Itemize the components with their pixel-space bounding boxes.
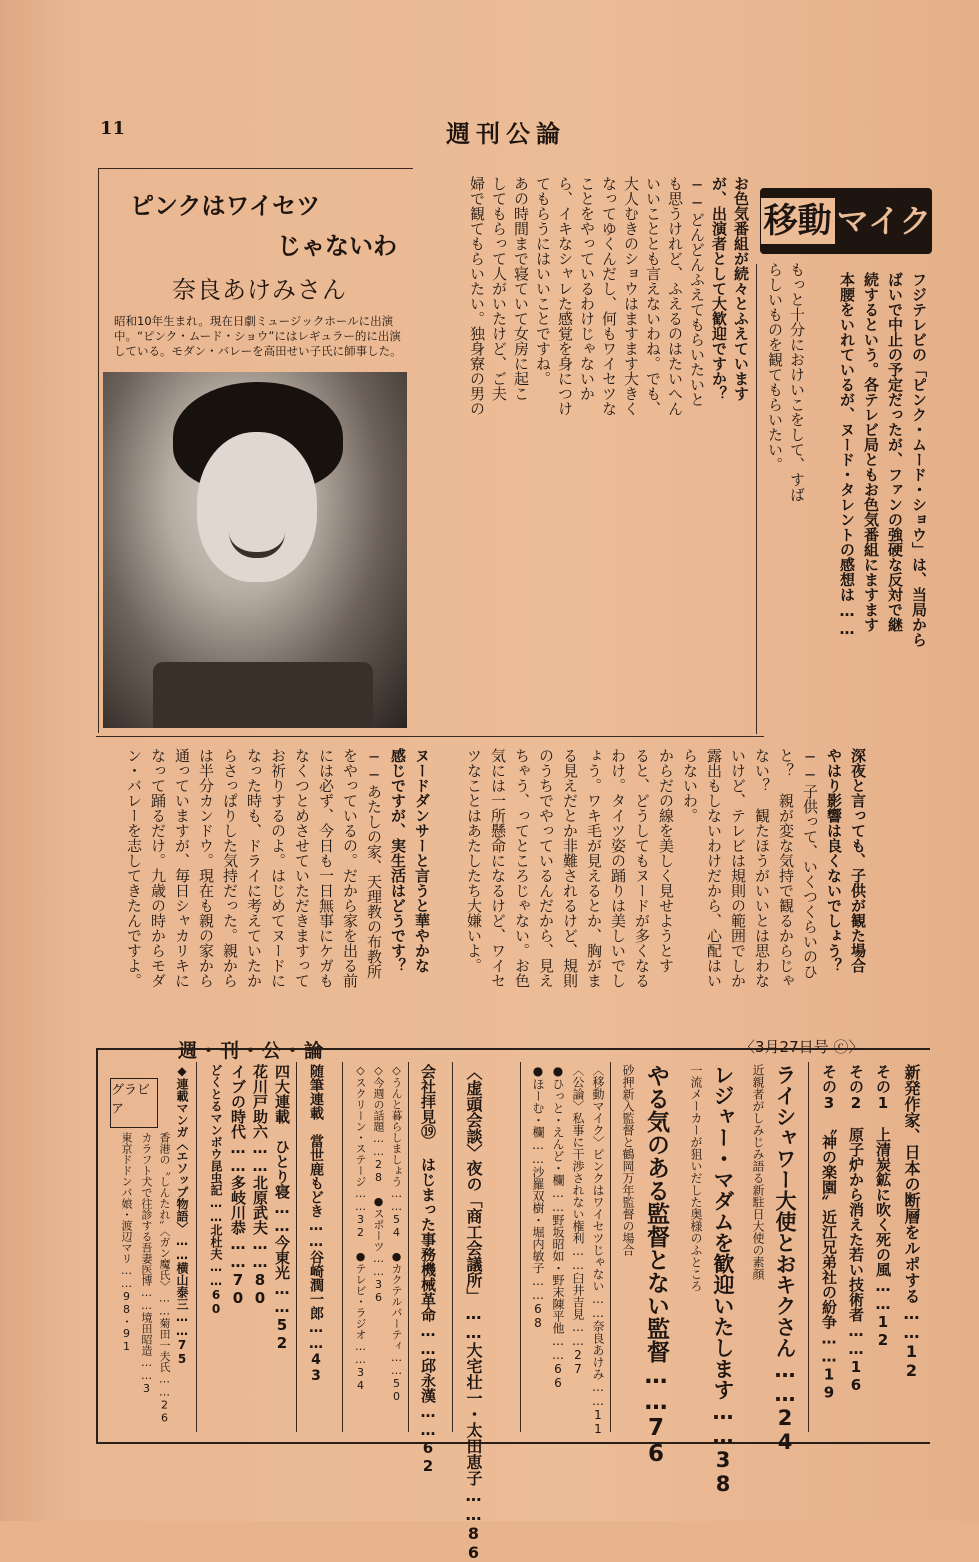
column-divider	[756, 264, 757, 734]
gravure-label: グラビア	[110, 1078, 158, 1128]
feature-title-line2: じゃないわ	[277, 232, 397, 260]
toc-entry[interactable]: 会社拝見⑲ はじまった事務機械革命……邱永漢……62	[419, 1064, 437, 1475]
answer-line: からだの線を美しく見せようとす	[657, 748, 675, 973]
toc-entry[interactable]: 香港の〝しんたれ〟〈ガン魔氏〉……菊田一夫氏……26	[158, 1132, 171, 1425]
toc-entry[interactable]: その2 原子炉から消えた若い技術者……16	[847, 1064, 865, 1394]
question-line: ヌードダンサーと言うと華やかな	[413, 748, 431, 973]
toc-entry[interactable]: 〈虚頭会談〉夜の「商工会議所」……大宅壮一・太田恵子……86	[464, 1064, 483, 1562]
answer-line: る見えだとか非難されるけど、規則	[561, 748, 579, 988]
toc-entry[interactable]: やる気のある監督とない監督……76	[643, 1064, 669, 1467]
toc-entry[interactable]: 四大連載 ひとり寝……今東光……52	[273, 1064, 291, 1352]
answer-line: なってゆくんだし、何もワイセツな	[600, 176, 618, 416]
answer-line: いけど、テレビは規則の範囲でしか	[729, 748, 747, 988]
intro-line: ばいで中止の予定だったが、ファンの強硬な反対で継	[886, 272, 904, 632]
intro-line: 続するという。各テレビ局ともお色気番組にますます	[862, 272, 880, 632]
toc-entry[interactable]: ◆連載マンガ〈エソップ物語〉……横山泰三……75	[175, 1064, 189, 1366]
toc-entry[interactable]: 新発作家、日本の断層をルポする……12	[902, 1064, 921, 1380]
intro-line: フジテレビの「ピンク・ムード・ショウ」は、当局から	[910, 272, 928, 647]
badge-part1: 移動	[761, 198, 835, 244]
toc-separator	[408, 1062, 409, 1432]
toc-separator	[196, 1062, 197, 1432]
answer-line: なくつとめさせていただきますって	[293, 748, 311, 988]
answer-line: わけ。タイツ姿の踊りは美しいでし	[609, 748, 627, 988]
toc-entry[interactable]: イブの時代……多岐川恭……70	[229, 1064, 247, 1307]
toc-entry-subtitle: 近親者がしみじみ語る新駐日大使の素顔	[751, 1064, 765, 1280]
answer-line: なった時も、ドライに考えていたか	[245, 748, 263, 988]
section-rule	[96, 736, 764, 737]
toc-entry[interactable]: ◇今週の話題……28 ●スポーツ……36	[372, 1064, 385, 1304]
toc-entry[interactable]: 花川戸助六……北原武夫……80	[251, 1064, 269, 1307]
toc-separator	[296, 1062, 297, 1432]
toc-entry[interactable]: ◇うんと暮らしましょう……54 ●カクテルパーティ……50	[390, 1064, 403, 1403]
answer-block-1	[764, 262, 808, 732]
toc-issue-date: 〈3月27日号 ⓒ〉	[740, 1038, 864, 1056]
answer-line: ちゃう、ってところじゃない。お色	[513, 748, 531, 988]
answer-line: も思うけれど、ふえるのはたいへん	[666, 176, 684, 416]
toc-entry[interactable]: その3 〝神の楽園〟近江兄弟社の紛争……19	[820, 1064, 838, 1402]
interviewee-bio: 昭和10年生まれ。現在日劇ミュージックホールに出演中。“ピンク・ムード・ショウ”にはレギュラー的に出演している。モダン・バレーを高田せい子氏に師事した。	[114, 314, 402, 358]
answer-line: ことをやっているわけじゃないか	[578, 176, 596, 401]
qa-block-3	[440, 748, 870, 1018]
interviewee-name: 奈良あけみさん	[172, 276, 347, 304]
answer-line: もっと十分におけいこをして、すば	[788, 262, 806, 502]
answer-line: ない？ 観たほうがいいとは思わな	[753, 748, 771, 988]
answer-line: てもらうにはいいことですね。	[534, 176, 552, 386]
toc-entry[interactable]: どくとるマンボウ昆虫記……北杜夫……60	[209, 1064, 223, 1316]
photo-face	[197, 432, 317, 582]
toc-separator	[520, 1062, 521, 1432]
question-line: 深夜と言っても、子供が観た場合	[849, 748, 867, 973]
intro-line: 本腰をいれているが、ヌード・タレントの感想は……	[838, 272, 856, 638]
toc-entry[interactable]: 〈公論〉私事に干渉されない権利……臼井吉見……27	[571, 1064, 585, 1376]
answer-line: と？ 親が変な気持で観るからじゃ	[777, 748, 795, 988]
answer-line: 婦で観てもらいたい。独身寮の男の	[468, 176, 486, 416]
page-number: 11	[100, 118, 126, 139]
answer-line: してもらって人がいたけど、ご夫	[490, 176, 508, 401]
question-line: 感じですが、実生活はどうです？	[389, 748, 407, 973]
qa-block-2	[416, 176, 752, 726]
answer-line: ると、どうしてもヌードが多くなる	[633, 748, 651, 988]
answer-line: をやっているの。だから家を出る前	[341, 748, 359, 988]
toc-separator	[452, 1062, 453, 1432]
answer-line: 気には一所懸命になるけど、ワイセ	[489, 748, 507, 988]
answer-line: ツなことはあたしたち大嫌いよ。	[465, 748, 483, 973]
answer-line: らしいものを観てもらいたい。	[766, 262, 784, 472]
question-line: が、出演者として大歓迎ですか？	[710, 176, 728, 401]
toc-entry[interactable]: ●ひっと・えんど・欄……野坂昭如・野末陳平他……66	[551, 1064, 565, 1390]
intro-block	[835, 272, 931, 732]
photo-dress	[153, 662, 373, 728]
answer-line: お祈りするのよ。はじめてヌードに	[269, 748, 287, 988]
answer-line: のうちでやっているんだから、見え	[537, 748, 555, 988]
toc-entry[interactable]: 東京ドドンパ娘・渡辺マリ……98・91	[120, 1132, 133, 1353]
answer-line: には必ず、今日も一日無事にケガも	[317, 748, 335, 988]
column-badge	[760, 188, 932, 254]
portrait-photo	[103, 372, 407, 728]
answer-line: ょう。ワキ毛が見えるとか、胸がま	[585, 748, 603, 988]
answer-line: 大人むきのショウはますます大きく	[622, 176, 640, 416]
question-line: お色気番組が続々とふえています	[732, 176, 750, 401]
toc-separator	[610, 1062, 611, 1432]
toc-entry-subtitle: 一流メーカーが狙いだした奥様のふところ	[689, 1064, 703, 1292]
qa-block-4	[104, 748, 434, 1018]
answer-line: らさっぱりした気持だった。親から	[221, 748, 239, 988]
badge-part2: マイク	[836, 202, 932, 240]
answer-line: なって踊るだけ。九歳の時からモダ	[149, 748, 167, 988]
answer-line: ──どんどんふえてもらいたいと	[688, 176, 706, 407]
answer-line: 通っていますが、毎日シャカリキに	[173, 748, 191, 988]
toc-entry[interactable]: 〈移動マイク〉ピンクはワイセツじゃない……奈良あけみ……11	[591, 1064, 605, 1436]
toc-separator	[808, 1062, 809, 1432]
answer-line: いいこととも言えないわね。でも、	[644, 176, 662, 416]
toc-title: 週・刊・公・論	[178, 1040, 326, 1062]
answer-line: らないわ。	[681, 748, 699, 823]
toc-entry[interactable]: レジャー・マダムを歓迎いたします……38	[711, 1064, 735, 1496]
answer-line: ら、イキなシャレた感覚を身につけ	[556, 176, 574, 416]
toc-entry-subtitle: 砂押新入監督と鶴岡万年監督の場合	[621, 1064, 635, 1256]
toc-entry[interactable]: カラフト犬で往診する吾妻医博……境田昭造……3	[140, 1132, 153, 1395]
toc-entry[interactable]: その1 上清炭鉱に吹く死の風……12	[874, 1064, 892, 1349]
answer-line: 露出もしないわけだから、心配はい	[705, 748, 723, 988]
toc-entry[interactable]: ライシャワー大使とおキクさん……24	[773, 1064, 797, 1454]
answer-line: は半分カンドウ。現在も親の家から	[197, 748, 215, 988]
feature-title-line1: ピンクはワイセツ	[130, 192, 321, 220]
magazine-masthead: 週刊公論	[446, 119, 566, 148]
answer-line: ──子供って、いくつくらいのひ	[801, 748, 819, 979]
toc-separator	[342, 1062, 343, 1432]
toc-entry[interactable]: 随筆連載 當世鹿もどき……谷崎潤一郎……43	[308, 1064, 324, 1384]
answer-line: あの時間まで寝ていて女房に起こ	[512, 176, 530, 401]
answer-line: ──あたしの家、天理教の布教所	[365, 748, 383, 979]
question-line: やはり影響は良くないでしょう？	[825, 748, 843, 973]
toc-entry[interactable]: ◇スクリーン・ステージ……32 ●テレビ・ラジオ……34	[354, 1064, 367, 1392]
answer-line: ン・バレーを志してきたんですよ。	[125, 748, 143, 988]
toc-entry[interactable]: ●ほーむ・欄……沙羅双樹・堀内敏子……68	[531, 1064, 545, 1330]
